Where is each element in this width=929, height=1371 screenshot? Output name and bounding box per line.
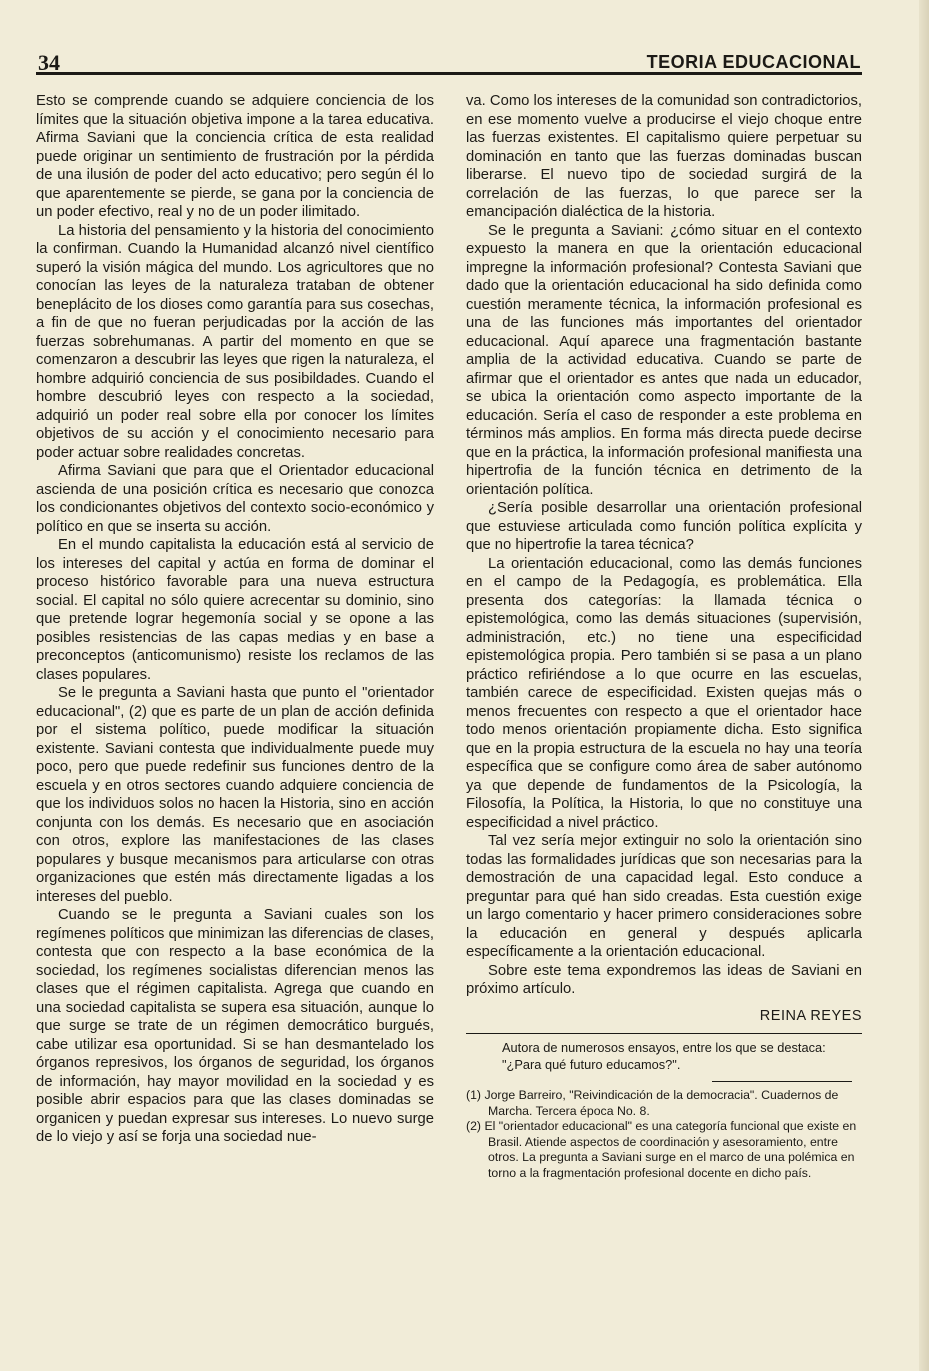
left-column <box>36 92 434 1147</box>
page-number: 34 <box>38 50 60 75</box>
footnote: (1) Jorge Barreiro, "Reivindicación de la democracia". Cuadernos de Marcha. Tercera época No. 8. <box>466 1088 839 1118</box>
header-rule <box>36 72 862 75</box>
body-paragraph: La historia del pensamiento y la historia del conocimiento la confirman. Cuando la Humanidad alcanzó nivel científico superó la visión mágica del mundo. Los agricultores que no conocían las leyes de la naturaleza trataban de obtener beneplácito de los dioses como garantía para sus cosechas, a fin de que no fueran perjudicadas por la acción de las fuerzas sobrehumanas. A partir del momento en que se comenzaron a descubrir las leyes que rigen la naturaleza, el hombre adquirió conciencia de sus posibildades. Cuando el hombre descubrió leyes con respecto a la sociedad, adquirió un poder real sobre ella por conocer los límites objetivos de su acción y el conocimiento necesario para poder actuar sobre realidades concretas. <box>36 222 434 461</box>
body-paragraph: Sobre este tema expondremos las ideas de Saviani en próximo artículo. <box>466 962 862 997</box>
footnote-rule <box>712 1081 852 1082</box>
body-paragraph: va. Como los intereses de la comunidad son contradictorios, en ese momento vuelve a producirse el viejo choque entre las fuerzas existentes. El capitalismo quiere perpetuar su dominación en tanto que las fuerzas dominadas buscan liberarse. El nuevo tipo de sociedad surgirá de la correlación de las fuerzas, lo que parece ser la emancipación dialéctica de la historia. <box>466 93 862 220</box>
author-signature: REINA REYES <box>759 1007 862 1024</box>
signature-rule <box>466 1033 862 1034</box>
body-paragraph: Se le pregunta a Saviani: ¿cómo situar en el contexto expuesto la manera en que la orientación educacional impregne la información profesional? Contesta Saviani que dado que la orientación educacional ha sido definida como cuestión meramente técnica, la información profesional es una de las funciones más importantes del orientador educacional. Aquí aparece una fragmentación bastante amplia de la actividad educativa. Cuando se parte de afirmar que el orientador es antes que nada un educador, se ubica la orientación como aspecto importante de la educación. Sería el caso de responder a este problema en términos más amplios. En forma más directa puede decirse que en la práctica, la información profesional manifiesta una hipertrofia de la función técnica en detrimento de la orientación política. <box>466 222 862 498</box>
body-paragraph: ¿Sería posible desarrollar una orientación profesional que estuviese articulada como función política explícita y que no hipertrofie la tarea técnica? <box>466 500 862 553</box>
running-title: TEORIA EDUCACIONAL <box>646 52 861 72</box>
body-paragraph: En el mundo capitalista la educación está al servicio de los intereses del capital y actúa en forma de dominar el proceso histórico favorable para una nueva estructura social. El capital no sólo quiere acrecentar su dominio, sino que pretende lograr hegemonía social y se opone a las posibles resistencias de las capas medias y en base a preconceptos (anticomunismo) resiste los reclamos de las clases populares. <box>36 537 434 683</box>
body-paragraph: Se le pregunta a Saviani hasta que punto el "orientador educacional", (2) que es parte de un plan de acción definida por el sistema político, puede modificar la situación existente. Saviani contesta que individualmente puede muy poco, pero que puede redefinir sus funciones dentro de la escuela y en otros sectores cuando adquiere conciencia de que los individuos solos no hacen la Historia, sino en acción conjunta con los demás. Es necesario que en asociación con otros, explore las manifestaciones de las clases populares y busque mecanismos para articularse con otras organizaciones que estén más directamente ligadas a los intereses del pueblo. <box>36 685 434 905</box>
page-edge <box>919 0 929 1371</box>
body-paragraph: Cuando se le pregunta a Saviani cuales son los regímenes políticos que minimizan las diferencias de clases, contesta que con respecto a la base económica de la sociedad, los regímenes socialistas diferencian menos las clases que el régimen capitalista. Agrega que cuando en una sociedad capitalista se supera esa situación, aunque lo que surge se trate de un régimen democrático burgués, cabe utilizar esa oportunidad. Si se han desmantelado los órganos represivos, los órganos de seguridad, los órganos de información, hay mayor movilidad en la sociedad y es posible abrir espacios para que las clases dominadas se organicen y puedan expresar sus intereses. Lo nuevo surge de lo viejo y así se forja una sociedad nue- <box>36 907 434 1145</box>
footnote: (2) El "orientador educacional" es una categoría funcional que existe en Brasil. Atiende aspectos de coordinación y asesoramiento, entre otros. La pregunta a Saviani surge en el marco de una polémica en torno a la fragmentación profesional docente en dicho país. <box>466 1119 857 1180</box>
body-paragraph: La orientación educacional, como las demás funciones en el campo de la Pedagogía, es problemática. Ella presenta dos categorías: la llamada técnica o epistemológica, como las demás situaciones (supervisión, administración, etc.) no tiene una especificidad epistemológica propia. Pero también si se pasa a un plano práctico refiriéndose a lo que ocurre en las escuelas, también carece de especificidad. Existen quejas más o menos frecuentes con respecto a que el orientador hace todo menos orientación propiamente dicha. Esto significa que en la propia estructura de la escuela no hay una teoría específica que se configure como área de saber autónomo ya que depende de fundamentos de la Psicología, la Filosofía, la Política, la Historia, lo que no constituye una especificidad a nivel práctico. <box>466 555 862 831</box>
author-bio: Autora de numerosos ensayos, entre los que se destaca: "¿Para qué futuro educamos?". <box>502 1040 826 1072</box>
body-paragraph: Tal vez sería mejor extinguir no solo la orientación sino todas las formalidades jurídicas que son necesarias para la demostración de una capacidad legal. Esto conduce a preguntar para qué han sido creadas. Esta cuestión exige un largo comentario y hacer primero consideraciones sobre la educación en general y después aplicarla específicamente a la orientación educacional. <box>466 833 862 960</box>
body-paragraph: Esto se comprende cuando se adquiere conciencia de los límites que la situación objetiva impone a la tarea educativa. Afirma Saviani que la conciencia crítica de esta realidad puede originar un sentimiento de frustración por la pérdida de una ilusión de poder del acto educativo; pero según él lo que aparentemente se pierde, se gana por la conciencia de un poder efectivo, real y no de un poder ilimitado. <box>36 93 434 220</box>
body-paragraph: Afirma Saviani que para que el Orientador educacional ascienda de una posición crítica es necesario que conozca los condicionantes objetivos del contexto socio-económico y político en que se inserta su acción. <box>36 463 434 535</box>
right-column <box>466 92 862 1181</box>
footnotes <box>466 1088 862 1181</box>
